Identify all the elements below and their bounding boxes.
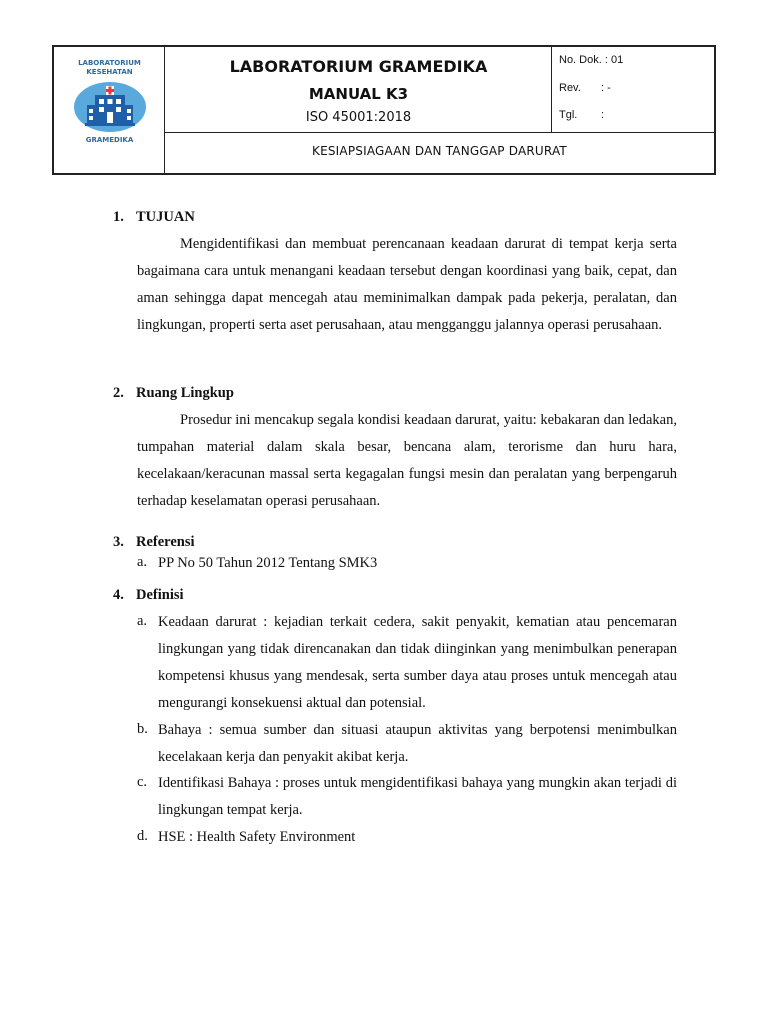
meta-value: : -: [601, 82, 611, 94]
list-item-text: Bahaya : semua sumber dan situasi ataupun aktivitas yang berpotensi menimbulkan kecelakaan kerja dan penyakit akibat kerja.: [158, 722, 677, 765]
title-cell: [165, 47, 552, 133]
logo-bottom-text: GRAMEDIKA: [85, 136, 134, 144]
list-item-text: PP No 50 Tahun 2012 Tentang SMK3: [158, 555, 378, 571]
meta-label: No. Dok.: [559, 54, 602, 66]
list-item: [137, 717, 677, 771]
list-marker: d.: [137, 828, 148, 844]
section-paragraph: [137, 231, 677, 339]
section-heading: [113, 209, 195, 226]
logo-top-text: LABORATORIUM KESEHATAN: [78, 59, 141, 76]
logo-cell: [54, 47, 165, 173]
section-title: Ruang Lingkup: [136, 385, 234, 401]
document-title: LABORATORIUM GRAMEDIKA: [229, 57, 488, 76]
paragraph-text: Mengidentifikasi dan membuat perencanaan keadaan darurat di tempat kerja serta bagaimana cara untuk menangani keadaan tersebut dengan koordinasi yang baik, cepat, dan aman sehingga dapat mencegah atau meminimalkan dampak pada pekerja, peralatan, dan lingkungan, properti serta aset perusahaan, atau mengganggu jalannya operasi perusahaan.: [137, 236, 677, 333]
document-meta-cell: [552, 47, 714, 133]
meta-label: Rev.: [559, 82, 581, 94]
paragraph-text: Prosedur ini mencakup segala kondisi keadaan darurat, yaitu: kebakaran dan ledakan, tumpahan material dalam skala besar, bencana alam, terorisme dan huru hara, kecelakaan/keracunan massal serta kegagalan fungsi mesin dan peralatan yang berpengaruh terhadap keselamatan operasi perusahaan.: [137, 412, 677, 509]
section-title: TUJUAN: [136, 209, 195, 225]
list-marker: c.: [137, 774, 148, 790]
list-item: [137, 550, 677, 577]
section-paragraph: [137, 407, 677, 515]
subject-cell: [165, 133, 714, 173]
list-item-text: Keadaan darurat : kejadian terkait cedera, sakit penyakit, kematian atau pencemaran lingkungan yang tidak direncanakan dan tidak diinginkan yang menimbulkan penerapan kompetensi khusus yang mendesak, serta sumber daya atau proses untuk mencegah atau mengurangi konsekuensi aktual dan potensial.: [158, 614, 677, 711]
list-marker: a.: [137, 554, 148, 570]
list-item-text: HSE : Health Safety Environment: [158, 829, 356, 845]
section-heading: [113, 587, 184, 604]
document-subtitle: MANUAL K3: [308, 85, 409, 103]
section-number: 1.: [113, 209, 124, 225]
section-title: Definisi: [136, 587, 184, 603]
meta-label: Tgl.: [559, 109, 578, 121]
meta-value: :: [601, 109, 605, 121]
list-marker: b.: [137, 721, 148, 737]
meta-row-revision: [559, 82, 611, 94]
document-subject: KESIAPSIAGAAN DAN TANGGAP DARURAT: [312, 144, 567, 158]
list-marker: a.: [137, 613, 148, 629]
list-item: [137, 824, 677, 851]
section-heading: [113, 534, 195, 551]
meta-row-date: [559, 109, 604, 121]
section-number: 4.: [113, 587, 124, 603]
section-number: 2.: [113, 385, 124, 401]
section-heading: [113, 385, 234, 402]
document-header-table: [52, 45, 716, 175]
hospital-building-icon: [73, 81, 147, 133]
section-title: Referensi: [136, 534, 195, 550]
list-item: [137, 770, 677, 824]
section-number: 3.: [113, 534, 124, 550]
list-item-text: Identifikasi Bahaya : proses untuk mengidentifikasi bahaya yang mungkin akan terjadi di lingkungan tempat kerja.: [158, 775, 677, 818]
meta-row-doc-number: [559, 54, 623, 66]
meta-value: : 01: [604, 54, 624, 66]
list-item: [137, 609, 677, 717]
standard-label: ISO 45001:2018: [305, 110, 412, 125]
